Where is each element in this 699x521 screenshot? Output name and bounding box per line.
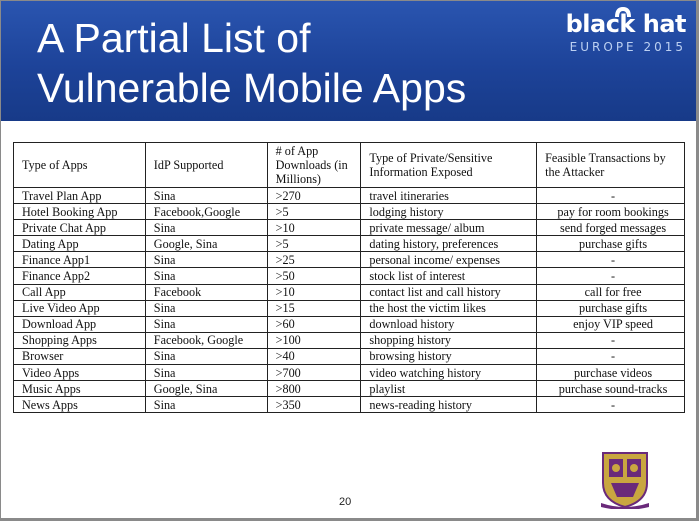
cell-app-type: Private Chat App	[14, 220, 146, 236]
cell-app-type: Dating App	[14, 236, 146, 252]
cell-downloads: >40	[267, 348, 361, 364]
cell-idp: Sina	[145, 252, 267, 268]
table-row	[14, 348, 685, 364]
cell-downloads: >25	[267, 252, 361, 268]
cell-info-exposed: video watching history	[361, 365, 537, 381]
slide	[1, 1, 696, 518]
header-idp-supported: IdP Supported	[145, 143, 267, 188]
title-line-2: Vulnerable Mobile Apps	[37, 65, 467, 111]
cell-idp: Sina	[145, 316, 267, 332]
header-type-of-apps: Type of Apps	[14, 143, 146, 188]
logo-subtext: EUROPE 2015	[569, 40, 686, 54]
table-row	[14, 332, 685, 348]
cell-app-type: Music Apps	[14, 381, 146, 397]
logo-text: black hat	[565, 10, 686, 38]
cell-idp: Sina	[145, 348, 267, 364]
header-downloads: # of App Downloads (in Millions)	[267, 143, 361, 188]
cell-transactions: call for free	[537, 284, 685, 300]
slide-header	[1, 1, 696, 121]
cell-info-exposed: private message/ album	[361, 220, 537, 236]
cell-transactions: purchase sound-tracks	[537, 381, 685, 397]
cell-transactions: send forged messages	[537, 220, 685, 236]
cell-app-type: Browser	[14, 348, 146, 364]
cell-info-exposed: travel itineraries	[361, 188, 537, 204]
cell-app-type: Hotel Booking App	[14, 204, 146, 220]
cell-idp: Sina	[145, 365, 267, 381]
black-hat-logo	[556, 9, 686, 67]
cell-transactions: -	[537, 252, 685, 268]
table-row	[14, 284, 685, 300]
table-row	[14, 316, 685, 332]
table-row	[14, 204, 685, 220]
cell-info-exposed: shopping history	[361, 332, 537, 348]
cell-downloads: >350	[267, 397, 361, 413]
cell-info-exposed: stock list of interest	[361, 268, 537, 284]
table-row	[14, 300, 685, 316]
cell-app-type: Finance App1	[14, 252, 146, 268]
cell-transactions: pay for room bookings	[537, 204, 685, 220]
cell-info-exposed: contact list and call history	[361, 284, 537, 300]
cell-app-type: Shopping Apps	[14, 332, 146, 348]
university-crest-icon	[599, 449, 651, 509]
cell-app-type: Live Video App	[14, 300, 146, 316]
table-body	[14, 188, 685, 413]
table-row	[14, 268, 685, 284]
cell-app-type: Download App	[14, 316, 146, 332]
table-row	[14, 188, 685, 204]
cell-transactions: enjoy VIP speed	[537, 316, 685, 332]
slide-title	[37, 13, 466, 113]
cell-downloads: >270	[267, 188, 361, 204]
cell-info-exposed: playlist	[361, 381, 537, 397]
cell-downloads: >100	[267, 332, 361, 348]
cell-downloads: >800	[267, 381, 361, 397]
cell-idp: Sina	[145, 188, 267, 204]
cell-idp: Sina	[145, 220, 267, 236]
cell-app-type: Video Apps	[14, 365, 146, 381]
cell-transactions: -	[537, 268, 685, 284]
cell-app-type: Travel Plan App	[14, 188, 146, 204]
cell-downloads: >10	[267, 284, 361, 300]
cell-transactions: purchase gifts	[537, 300, 685, 316]
header-info-exposed: Type of Private/Sensitive Information Exposed	[361, 143, 537, 188]
vulnerable-apps-table	[13, 142, 685, 413]
cell-downloads: >10	[267, 220, 361, 236]
cell-info-exposed: news-reading history	[361, 397, 537, 413]
table-row	[14, 365, 685, 381]
cell-info-exposed: the host the victim likes	[361, 300, 537, 316]
cell-transactions: purchase gifts	[537, 236, 685, 252]
cell-downloads: >700	[267, 365, 361, 381]
cell-transactions: -	[537, 348, 685, 364]
table-row	[14, 236, 685, 252]
cell-idp: Sina	[145, 268, 267, 284]
table-row	[14, 220, 685, 236]
table-row	[14, 252, 685, 268]
cell-info-exposed: lodging history	[361, 204, 537, 220]
cell-info-exposed: dating history, preferences	[361, 236, 537, 252]
cell-idp: Google, Sina	[145, 236, 267, 252]
cell-info-exposed: browsing history	[361, 348, 537, 364]
table-row	[14, 381, 685, 397]
cell-idp: Facebook,Google	[145, 204, 267, 220]
cell-transactions: -	[537, 188, 685, 204]
cell-info-exposed: personal income/ expenses	[361, 252, 537, 268]
cell-app-type: Finance App2	[14, 268, 146, 284]
cell-idp: Sina	[145, 397, 267, 413]
cell-downloads: >5	[267, 204, 361, 220]
table-row	[14, 397, 685, 413]
cell-downloads: >60	[267, 316, 361, 332]
header-transactions: Feasible Transactions by the Attacker	[537, 143, 685, 188]
cell-idp: Sina	[145, 300, 267, 316]
cell-transactions: -	[537, 397, 685, 413]
cell-transactions: -	[537, 332, 685, 348]
cell-downloads: >50	[267, 268, 361, 284]
title-line-1: A Partial List of	[37, 15, 311, 61]
cell-transactions: purchase videos	[537, 365, 685, 381]
cell-downloads: >15	[267, 300, 361, 316]
table-header-row	[14, 143, 685, 188]
cell-idp: Google, Sina	[145, 381, 267, 397]
cell-info-exposed: download history	[361, 316, 537, 332]
page-number: 20	[339, 496, 352, 508]
cell-downloads: >5	[267, 236, 361, 252]
cell-app-type: Call App	[14, 284, 146, 300]
cell-app-type: News Apps	[14, 397, 146, 413]
cell-idp: Facebook	[145, 284, 267, 300]
cell-idp: Facebook, Google	[145, 332, 267, 348]
